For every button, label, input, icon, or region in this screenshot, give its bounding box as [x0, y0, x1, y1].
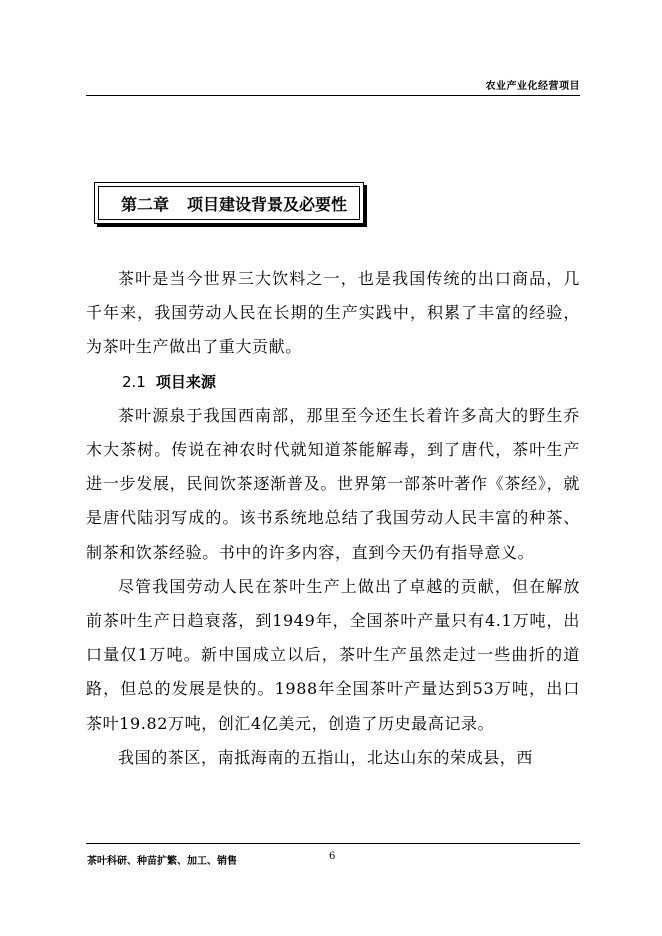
- section-title: 项目来源: [155, 372, 216, 391]
- intro-paragraph: 茶叶是当今世界三大饮料之一，也是我国传统的出口商品，几千年来，我国劳动人民在长期的生产实践中，积累了丰富的经验，为茶叶生产做出了重大贡献。: [86, 269, 580, 357]
- chapter-heading-box: [94, 182, 364, 224]
- chapter-title: 项目建设背景及必要性: [187, 194, 348, 214]
- header-rule: [86, 95, 580, 96]
- paragraph-3: 我国的茶区，南抵海南的五指山，北达山东的荣成县，西: [118, 747, 534, 767]
- section-number: 2.1: [122, 372, 146, 391]
- footer-rule: [86, 843, 580, 844]
- section-heading: [86, 365, 580, 399]
- page-number: 6: [329, 851, 336, 862]
- body-text: [86, 262, 580, 775]
- paragraph-1: 茶叶源泉于我国西南部，那里至今还生长着许多高大的野生乔木大茶树。传说在神农时代就知道茶能解毒，到了唐代，茶叶生产进一步发展，民间饮茶逐渐普及。世界第一部茶叶著作《茶经》，就是唐代陆羽写成的。该书系统地总结了我国劳动人民丰富的种茶、制茶和饮茶经验。书中的许多内容，直到今天仍有指导意义。: [86, 405, 580, 562]
- running-footer: 茶叶科研、种苗扩繁、加工、销售: [87, 856, 237, 867]
- paragraph-2: 尽管我国劳动人民在茶叶生产上做出了卓越的贡献，但在解放前茶叶生产日趋衰落，到1949年，全国茶叶产量只有4.1万吨，出口量仅1万吨。新中国成立以后，茶叶生产虽然走过一些曲折的道路，但总的发展是快的。1988年全国茶叶产量达到53万吨，出口茶叶19.82万吨，创汇4亿美元，创造了历史最高记录。: [86, 576, 580, 733]
- running-header: 农业产业化经营项目: [485, 81, 580, 92]
- chapter-number: 第二章: [121, 194, 170, 214]
